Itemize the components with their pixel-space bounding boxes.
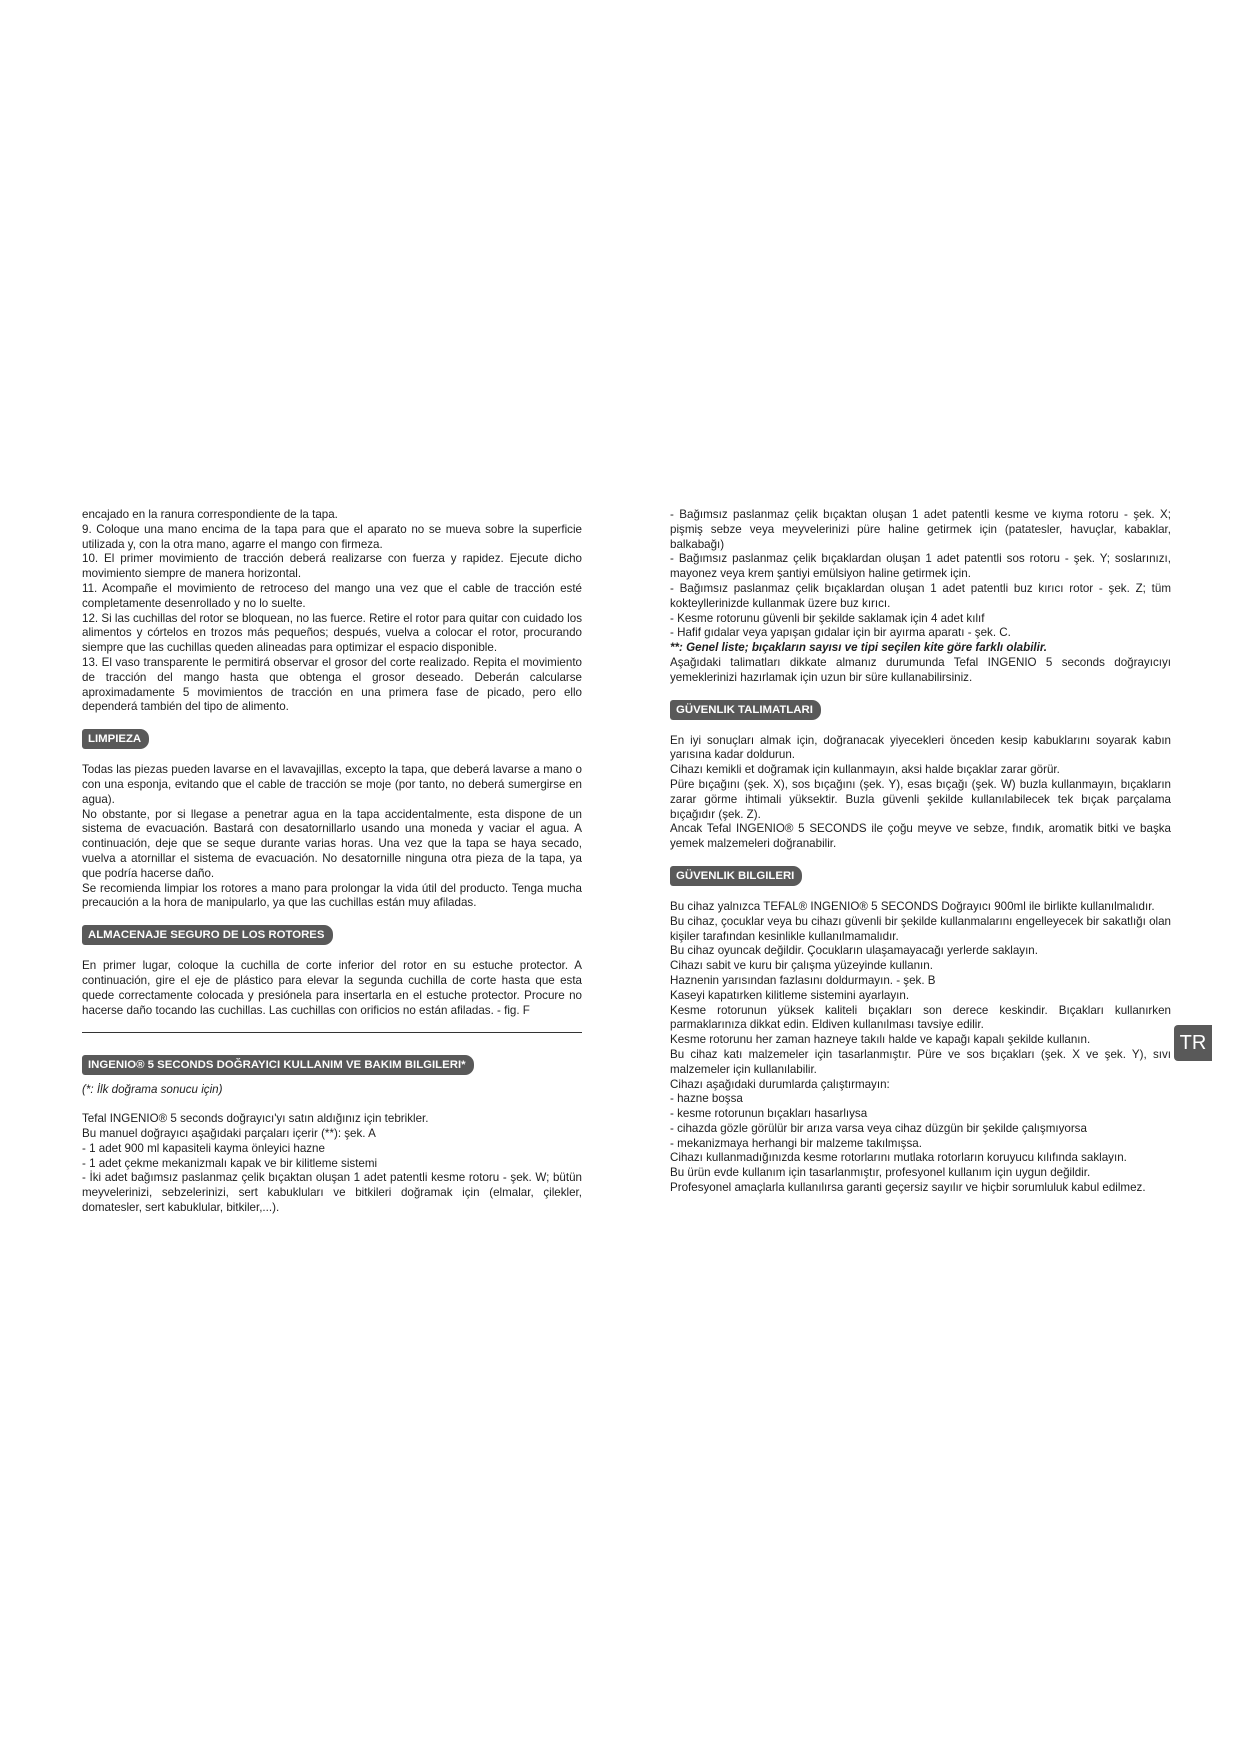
list-item: - Kesme rotorunu güvenli bir şekilde saklamak için 4 adet kılıf	[670, 611, 985, 625]
paragraph: 10. El primer movimiento de tracción deberá realizarse con fuerza y rapidez. Ejecute dicho movimiento siempre de manera horizontal.	[82, 552, 582, 581]
section-heading-talimatlari: GÜVENLIK TALIMATLARI	[670, 700, 821, 720]
paragraph: Bu cihaz, çocuklar veya bu cihazı güvenli bir şekilde kullanmalarını engelleyecek bir sakatlığı olan kişiler tarafından kesinlikle kullanılmamalıdır.	[670, 914, 1171, 943]
section-heading-ingenio: INGENIO® 5 SECONDS DOĞRAYICI KULLANIM VE BAKIM BILGILERI*	[82, 1055, 474, 1075]
paragraph: Bu cihaz yalnızca TEFAL® INGENIO® 5 SECONDS Doğrayıcı 900ml ile birlikte kullanılmalıdır.	[670, 899, 1155, 913]
paragraph: Kesme rotorunu her zaman hazneye takılı halde ve kapağı kapalı şekilde kullanın.	[670, 1033, 1091, 1047]
paragraph: Ancak Tefal INGENIO® 5 SECONDS ile çoğu meyve ve sebze, fındık, aromatik bitki ve başka yemek malzemeleri doğranabilir.	[670, 822, 1171, 851]
paragraph: Bu cihaz katı malzemeler için tasarlanmıştır. Püre ve sos bıçakları (şek. X ve şek. Y), sıvı malzemeler için kullanılabilir.	[670, 1047, 1171, 1076]
paragraph: 9. Coloque una mano encima de la tapa para que el aparato no se mueva sobre la superficie utilizada y, con la otra mano, agarre el mango con firmeza.	[82, 522, 582, 551]
list-item: - Hafif gıdalar veya yapışan gıdalar için bir ayırma aparatı - şek. C.	[670, 626, 1011, 640]
paragraph: 11. Acompañe el movimiento de retroceso del mango una vez que el cable de tracción esté completamente desenrollado y no lo suelte.	[82, 581, 582, 610]
right-column	[670, 508, 1171, 1196]
paragraph: Püre bıçağını (şek. X), sos bıçağını (şek. Y), esas bıçağı (şek. W) buzla kullanmayın, bıçakların zarar görme ihtimali yüksektir. Buzla güvenli şekilde kullanılabilecek tek bıçak parçalama bıçağıdır (şek. Z).	[670, 777, 1171, 821]
paragraph: 13. El vaso transparente le permitirá observar el grosor del corte realizado. Repita el movimiento de tracción del mango hasta que obtenga el grosor deseado. Deberán calcularse aproximadamente 5 movimientos de tracción en una primera fase de picado, pero ello dependerá también del tipo de alimento.	[82, 655, 582, 714]
paragraph: En primer lugar, coloque la cuchilla de corte inferior del rotor en su estuche protector. A continuación, gire el eje de plástico para elevar la segunda cuchilla de corte hasta que esta quede correctamente colocada y presiónela para insertarla en el estuche protector. Procure no hacerse daño tocando las cuchillas. Las cuchillas con orificios no están afiladas. - fig. F	[82, 959, 582, 1017]
paragraph: No obstante, por si llegase a penetrar agua en la tapa accidentalmente, esta dispone de un sistema de evacuación. Bastará con desatornillarlo usando una moneda y vaciar el agua. A continuación, deje que se seque durante varias horas. Una vez que la tapa se haya secado, vuelva a atornillar el sistema de evacuación. No desatornille ninguna otra pieza de la tapa, ya que podría hacerse daño.	[82, 807, 582, 880]
paragraph: Profesyonel amaçlarla kullanılırsa garanti geçersiz sayılır ve hiçbir sorumluluk kabul edilmez.	[670, 1181, 1146, 1195]
list-item: - hazne boşsa	[670, 1092, 743, 1106]
section-heading-limpieza: LIMPIEZA	[82, 729, 149, 749]
paragraph: Bu ürün evde kullanım için tasarlanmıştır, profesyonel kullanım için uygun değildir.	[670, 1166, 1091, 1180]
list-item: - Bağımsız paslanmaz çelik bıçaktan oluşan 1 adet patentli kesme ve kıyma rotoru - şek. X; pişmiş sebze veya meyvelerinizi püre haline getirmek için (patatesler, havuçlar, kabaklar, balkabağı)	[670, 508, 1171, 551]
section-heading-bilgileri: GÜVENLIK BILGILERI	[670, 866, 802, 886]
list-item: - Bağımsız paslanmaz çelik bıçaklardan oluşan 1 adet patentli buz kırıcı rotor - şek. Z; tüm kokteyllerinizde kullanmak üzere buz kırıcı.	[670, 581, 1171, 610]
paragraph: Cihazı aşağıdaki durumlarda çalıştırmayın:	[670, 1077, 890, 1091]
list-item: - İki adet bağımsız paslanmaz çelik bıçaktan oluşan 1 adet patentli kesme rotoru - şek. W; bütün meyvelerinizi, sebzelerinizi, sert kabukluları ve bitkileri doğramak için (elmalar, çilekler, domatesler, sert kabuklular, bitkiler,...).	[82, 1171, 582, 1214]
list-item: - cihazda gözle görülür bir arıza varsa veya cihaz düzgün bir şekilde çalışmıyorsa	[670, 1121, 1087, 1135]
paragraph: Cihazı kemikli et doğramak için kullanmayın, aksi halde bıçaklar zarar görür.	[670, 763, 1060, 777]
paragraph: Bu cihaz oyuncak değildir. Çocukların ulaşamayacağı yerlerde saklayın.	[670, 944, 1038, 958]
paragraph: Cihazı sabit ve kuru bir çalışma yüzeyinde kullanın.	[670, 959, 933, 973]
left-column	[82, 508, 582, 1216]
parts-note: **: Genel liste; bıçakların sayısı ve tipi seçilen kite göre farklı olabilir.	[670, 641, 1047, 655]
list-item: - kesme rotorunun bıçakları hasarlıysa	[670, 1107, 868, 1121]
paragraph: Aşağıdaki talimatları dikkate almanız durumunda Tefal INGENIO 5 seconds doğrayıcıyı yemeklerinizi hazırlamak için uzun bir süre kullanabilirsiniz.	[670, 655, 1171, 684]
section-divider	[82, 1032, 582, 1033]
language-tab: TR	[1174, 1025, 1212, 1061]
paragraph: En iyi sonuçları almak için, doğranacak yiyecekleri önceden kesip kabuklarını soyarak kabın yarısına kadar doldurun.	[670, 733, 1171, 762]
paragraph: Tefal INGENIO® 5 seconds doğrayıcı'yı satın aldığınız için tebrikler.	[82, 1112, 429, 1126]
paragraph: 12. Si las cuchillas del rotor se bloquean, no las fuerce. Retire el rotor para quitar con cuidado los alimentos y córtelos en trozos más pequeños; después, vuelva a colocar el rotor, procurando siempre que las cuchillas queden alineadas para optimizar el espacio disponible.	[82, 611, 582, 655]
paragraph: Kesme rotorunun yüksek kaliteli bıçakları son derece keskindir. Bıçakları kullanırken parmaklarınıza dikkat edin. Eldiven kullanılması tavsiye edilir.	[670, 1003, 1171, 1032]
list-item: - 1 adet çekme mekanizmalı kapak ve bir kilitleme sistemi	[82, 1156, 378, 1170]
list-item: - Bağımsız paslanmaz çelik bıçaklardan oluşan 1 adet patentli sos rotoru - şek. Y; soslarınızı, mayonez veya krem şantiyi emülsiyon haline getirmek için.	[670, 552, 1171, 581]
section-note: (*: İlk doğrama sonucu için)	[82, 1083, 223, 1097]
paragraph: Kaseyi kapatırken kilitleme sistemini ayarlayın.	[670, 988, 910, 1002]
paragraph: Haznenin yarısından fazlasını doldurmayın. - şek. B	[670, 973, 936, 987]
paragraph: encajado en la ranura correspondiente de la tapa.	[82, 508, 338, 521]
list-item: - mekanizmaya herhangi bir malzeme takılmışsa.	[670, 1136, 922, 1150]
section-heading-almacenaje: ALMACENAJE SEGURO DE LOS ROTORES	[82, 925, 333, 945]
paragraph: Bu manuel doğrayıcı aşağıdaki parçaları içerir (**): şek. A	[82, 1126, 376, 1140]
paragraph: Se recomienda limpiar los rotores a mano para prolongar la vida útil del producto. Tenga mucha precaución a la hora de manipularlo, ya que las cuchillas están muy afiladas.	[82, 881, 582, 910]
paragraph: Todas las piezas pueden lavarse en el lavavajillas, excepto la tapa, que deberá lavarse a mano o con una esponja, evitando que el cable de tracción se moje (por tanto, no deberá sumergirse en agua).	[82, 763, 582, 806]
list-item: - 1 adet 900 ml kapasiteli kayma önleyici hazne	[82, 1141, 325, 1155]
paragraph: Cihazı kullanmadığınızda kesme rotorlarını mutlaka rotorların koruyucu kılıfında saklayın.	[670, 1151, 1127, 1165]
